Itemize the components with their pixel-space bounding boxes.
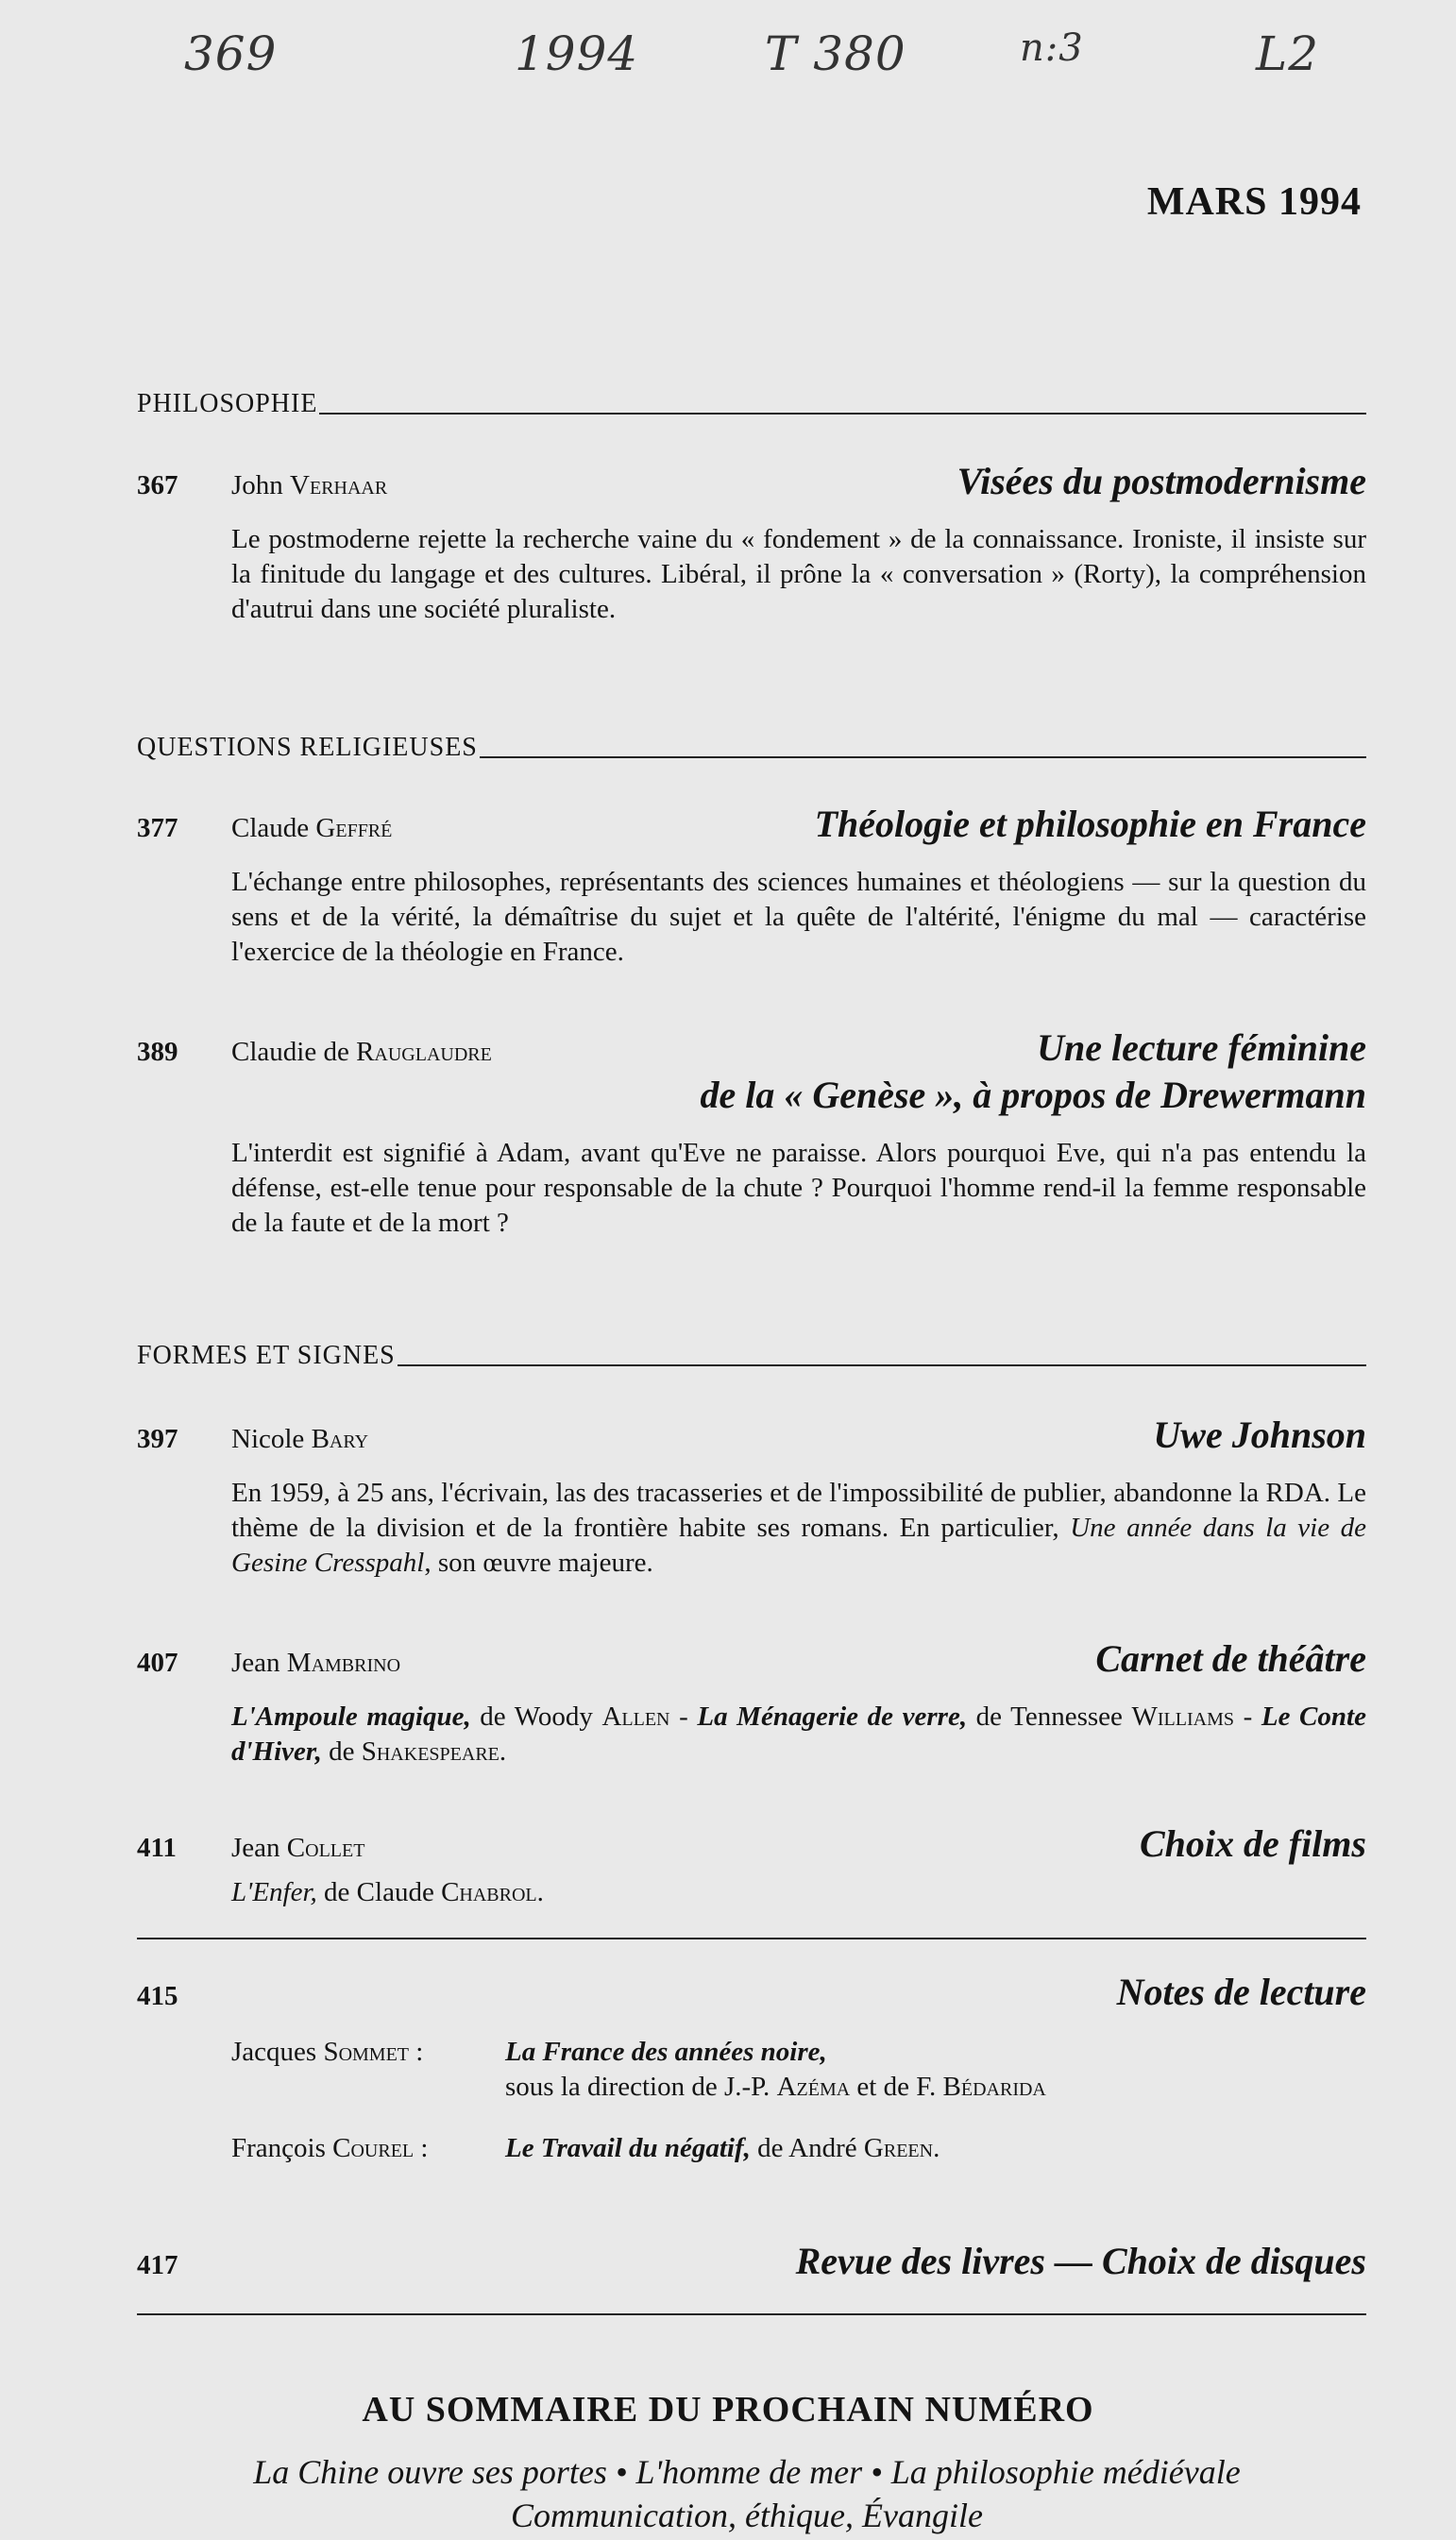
article-title: Choix de films: [1139, 1822, 1366, 1865]
reviewer-name: François Courel :: [231, 2133, 429, 2163]
article-entry: [137, 458, 1366, 627]
divider: [137, 1938, 1366, 1939]
author-name: Jean Mambrino: [231, 1648, 401, 1678]
author-name: Claude Geffré: [231, 813, 393, 843]
article-summary: L'échange entre philosophes, représentants des sciences humaines et théologiens — sur la question du sens et de la vérité, la démaîtrise du sujet et la quête de l'altérité, l'énigme du mal — caractérise l'exercice de la théologie en France.: [231, 867, 1366, 967]
page-number: 377: [137, 813, 178, 843]
review-note: [231, 2035, 1366, 2070]
page-number: 367: [137, 470, 178, 500]
article-title: Théologie et philosophie en France: [814, 803, 1366, 845]
article-summary: L'Ampoule magique, de Woody Allen - La Ménagerie de verre, de Tennessee Williams - Le Conte d'Hiver, de Shakespeare.: [231, 1702, 1366, 1767]
handwritten-note-5: L2: [1256, 26, 1320, 81]
notes-de-lecture-entry: [137, 1969, 1366, 2166]
author-name: Nicole Bary: [231, 1424, 369, 1454]
section-label: QUESTIONS RELIGIEUSES: [137, 733, 478, 762]
page-number: 411: [137, 1833, 177, 1863]
article-summary: Le postmoderne rejette la recherche vaine du « fondement » de la connaissance. Ironiste, il insiste sur la finitude du langage et des cultures. Libéral, il prône la « conversation » (Rorty), la compréhension d'autrui dans une société pluraliste.: [231, 524, 1366, 624]
section-rule: [319, 413, 1366, 415]
next-issue-line: La Chine ouvre ses portes • L'homme de mer • La philosophie médiévale: [253, 2453, 1241, 2491]
article-title: Une lecture féminine: [1037, 1026, 1366, 1069]
article-entry: [137, 801, 1366, 970]
section-label: FORMES ET SIGNES: [137, 1341, 396, 1370]
page-number: 389: [137, 1037, 178, 1067]
article-entry: [137, 1820, 1366, 1910]
article-summary: L'interdit est signifié à Adam, avant qu'Eve ne paraisse. Alors pourquoi Eve, qui n'a pas entendu la défense, est-elle tenue pour responsable de la chute ? Pourquoi l'homme rend-il la femme responsable de la faute et de la mort ?: [231, 1138, 1366, 1238]
reviewed-work: Le Travail du négatif, de André Green.: [505, 2133, 940, 2163]
review-note: [231, 2131, 1366, 2166]
author-name: Claudie de Rauglaudre: [231, 1037, 492, 1067]
handwritten-note-4: n:3: [1020, 26, 1084, 70]
author-name: Jean Collet: [231, 1833, 365, 1863]
section-title: Notes de lecture: [1116, 1971, 1366, 2013]
next-issue-heading: AU SOMMAIRE DU PROCHAIN NUMÉRO: [362, 2390, 1094, 2430]
article-entry: [137, 1024, 1366, 1241]
article-entry: [137, 1635, 1366, 1770]
revue-entry: [137, 2238, 1366, 2285]
article-summary: En 1959, à 25 ans, l'écrivain, las des tracasseries et de l'impossibilité de publier, abandonne la RDA. Le thème de la division et de la frontière habite ses romans. En particulier, Une année dans la vie de Gesine Cresspahl, son œuvre majeure.: [231, 1478, 1367, 1578]
page-number: 397: [137, 1424, 178, 1454]
handwritten-note-3: T 380: [765, 26, 906, 81]
section-heading-formes-et-signes: [137, 1341, 1366, 1371]
article-entry: [137, 1412, 1366, 1581]
article-title: Uwe Johnson: [1153, 1414, 1366, 1456]
section-rule: [480, 756, 1366, 758]
page-number: 415: [137, 1981, 178, 2011]
page-number: 407: [137, 1648, 178, 1678]
handwritten-note-1: 369: [184, 26, 278, 81]
article-title: Visées du postmodernisme: [957, 460, 1366, 502]
section-title: Revue des livres — Choix de disques: [795, 2240, 1366, 2282]
author-name: John Verhaar: [231, 470, 388, 500]
next-issue-topics: [113, 2450, 1380, 2537]
handwritten-note-2: 1994: [515, 26, 639, 81]
next-issue-line: Communication, éthique, Évangile: [511, 2497, 983, 2534]
divider: [137, 2313, 1366, 2315]
section-label: PHILOSOPHIE: [137, 389, 318, 418]
section-rule: [398, 1364, 1366, 1366]
review-note-continued: sous la direction de J.-P. Azéma et de F. Bédarida: [505, 2072, 1046, 2102]
article-title-continued: de la « Genèse », à propos de Drewermann: [700, 1074, 1366, 1116]
issue-date: MARS 1994: [1146, 180, 1362, 224]
page-number: 417: [137, 2250, 178, 2280]
reviewer-name: Jacques Sommet :: [231, 2037, 424, 2067]
reviewed-work: La France des années noire,: [505, 2037, 827, 2067]
section-heading-questions-religieuses: [137, 733, 1366, 763]
section-heading-philosophie: [137, 389, 1366, 419]
article-title: Carnet de théâtre: [1095, 1637, 1366, 1680]
article-summary: L'Enfer, de Claude Chabrol.: [231, 1877, 544, 1907]
